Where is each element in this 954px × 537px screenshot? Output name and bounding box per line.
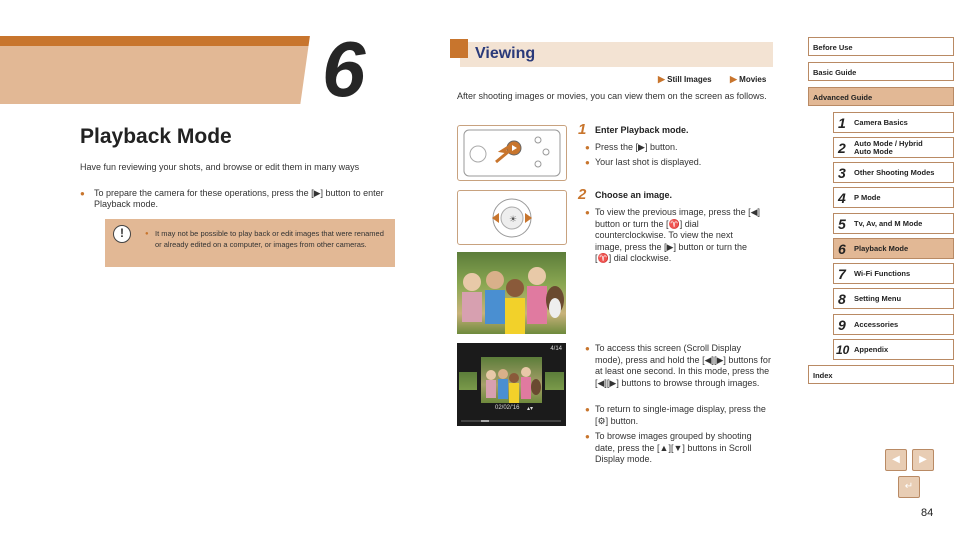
nav-chapter-3[interactable]: 3 Other Shooting Modes <box>833 162 954 183</box>
section-marker <box>450 39 468 58</box>
prep-note <box>80 188 400 210</box>
nav-basic-guide[interactable]: Basic Guide <box>808 62 954 81</box>
bullet-icon: ● <box>585 208 590 217</box>
nav-chapter-8[interactable]: 8 Setting Menu <box>833 288 954 309</box>
step-1-bullet: ● Your last shot is displayed. <box>585 157 702 167</box>
step-2-number: 2 <box>578 186 587 203</box>
up-down-icon: ▴▾ <box>527 406 534 412</box>
children-photo-illustration <box>457 252 566 334</box>
bullet-icon: ● <box>585 432 590 441</box>
back-button[interactable] <box>898 476 920 498</box>
prep-note-text: To prepare the camera for these operations, press the [▶] button to enter Playback mode. <box>94 188 384 209</box>
nav-chapter-6[interactable]: 6 Playback Mode <box>833 238 954 259</box>
nav-before-use[interactable]: Before Use <box>808 37 954 56</box>
scroll-bar-track <box>461 420 561 422</box>
nav-chapter-10[interactable]: 10 Appendix <box>833 339 954 360</box>
scroll-bullet: ● To browse images grouped by shooting date, press the [▲][▼] buttons in Scroll Display mode. <box>585 431 752 464</box>
chevron-left-icon: ◀ <box>892 454 900 465</box>
page-title: Playback Mode <box>80 125 232 148</box>
caution-box <box>105 219 395 267</box>
step-2-bullet: ● To view the previous image, press the [◀] button or turn the [♈] dial counterclockwise. To view the next image, press the [▶] button or turn the [♈] dial clockwise. <box>585 207 760 263</box>
nav-advanced-guide[interactable]: Advanced Guide <box>808 87 954 106</box>
shooting-date: 02/02/'16 <box>495 405 520 411</box>
scroll-display-screen <box>457 343 566 426</box>
caution-body: It may not be possible to play back or edit images that were renamed or already edited on a computer, or images from other cameras. <box>155 229 384 249</box>
control-dial-figure <box>457 190 567 245</box>
scroll-bullet: ● To access this screen (Scroll Display mode), press and hold the [◀][▶] buttons for at least one second. In this mode, press the [◀][▶] buttons to browse through images. <box>585 343 771 388</box>
prev-page-button[interactable] <box>885 449 907 471</box>
image-counter: 4/14 <box>550 346 562 352</box>
step-2-heading: Choose an image. <box>595 190 673 200</box>
bullet-icon: ● <box>585 405 590 414</box>
nav-chapter-5[interactable]: 5 Tv, Av, and M Mode <box>833 213 954 234</box>
caution-icon: ! <box>113 225 131 243</box>
bullet-icon: ● <box>585 143 590 152</box>
nav-chapter-1[interactable]: 1 Camera Basics <box>833 112 954 133</box>
mode-triangle-icon: ▶ <box>658 74 665 84</box>
nav-chapter-7[interactable]: 7 Wi-Fi Functions <box>833 263 954 284</box>
thumbnail-next <box>545 372 564 390</box>
bullet-icon: ● <box>585 158 590 167</box>
sample-photo <box>457 252 566 334</box>
thumbnail-prev <box>459 372 477 390</box>
chapter-banner <box>0 36 312 104</box>
next-page-button[interactable] <box>912 449 934 471</box>
bullet-icon: ● <box>585 344 590 353</box>
mode-triangle-icon: ▶ <box>730 74 737 84</box>
nav-chapter-4[interactable]: 4 P Mode <box>833 187 954 208</box>
mode-still-images: ▶ Still Images <box>658 74 712 84</box>
caution-text <box>145 228 385 250</box>
nav-index[interactable]: Index <box>808 365 954 384</box>
chapter-number: 6 <box>322 25 366 113</box>
scroll-bullet: ● To return to single-image display, press the [⚙] button. <box>585 404 766 426</box>
thumbnail-current <box>481 357 542 403</box>
svg-text:☀: ☀ <box>509 214 518 224</box>
camera-playback-button-illustration <box>458 126 566 180</box>
step-1-number: 1 <box>578 121 587 138</box>
control-dial-illustration <box>458 191 566 244</box>
return-arrow-icon: ↵ <box>904 481 914 492</box>
nav-chapter-9[interactable]: 9 Accessories <box>833 314 954 335</box>
camera-back-figure <box>457 125 567 181</box>
thumbnail-photo <box>481 357 542 403</box>
chapter-subtitle: Have fun reviewing your shots, and browse or edit them in many ways <box>80 162 360 172</box>
section-title: Viewing <box>475 45 536 62</box>
scroll-bar-thumb <box>481 420 489 422</box>
step-1-heading: Enter Playback mode. <box>595 125 689 135</box>
page-number: 84 <box>921 507 934 519</box>
bullet-icon: ● <box>145 231 149 237</box>
nav-chapter-2[interactable]: 2 Auto Mode / Hybrid Auto Mode <box>833 137 954 158</box>
mode-movies: ▶ Movies <box>730 74 767 84</box>
chevron-right-icon: ▶ <box>919 454 927 465</box>
section-intro: After shooting images or movies, you can view them on the screen as follows. <box>457 91 767 101</box>
bullet-icon: ● <box>80 189 85 198</box>
step-1-bullet: ● Press the [▶] button. <box>585 142 678 152</box>
